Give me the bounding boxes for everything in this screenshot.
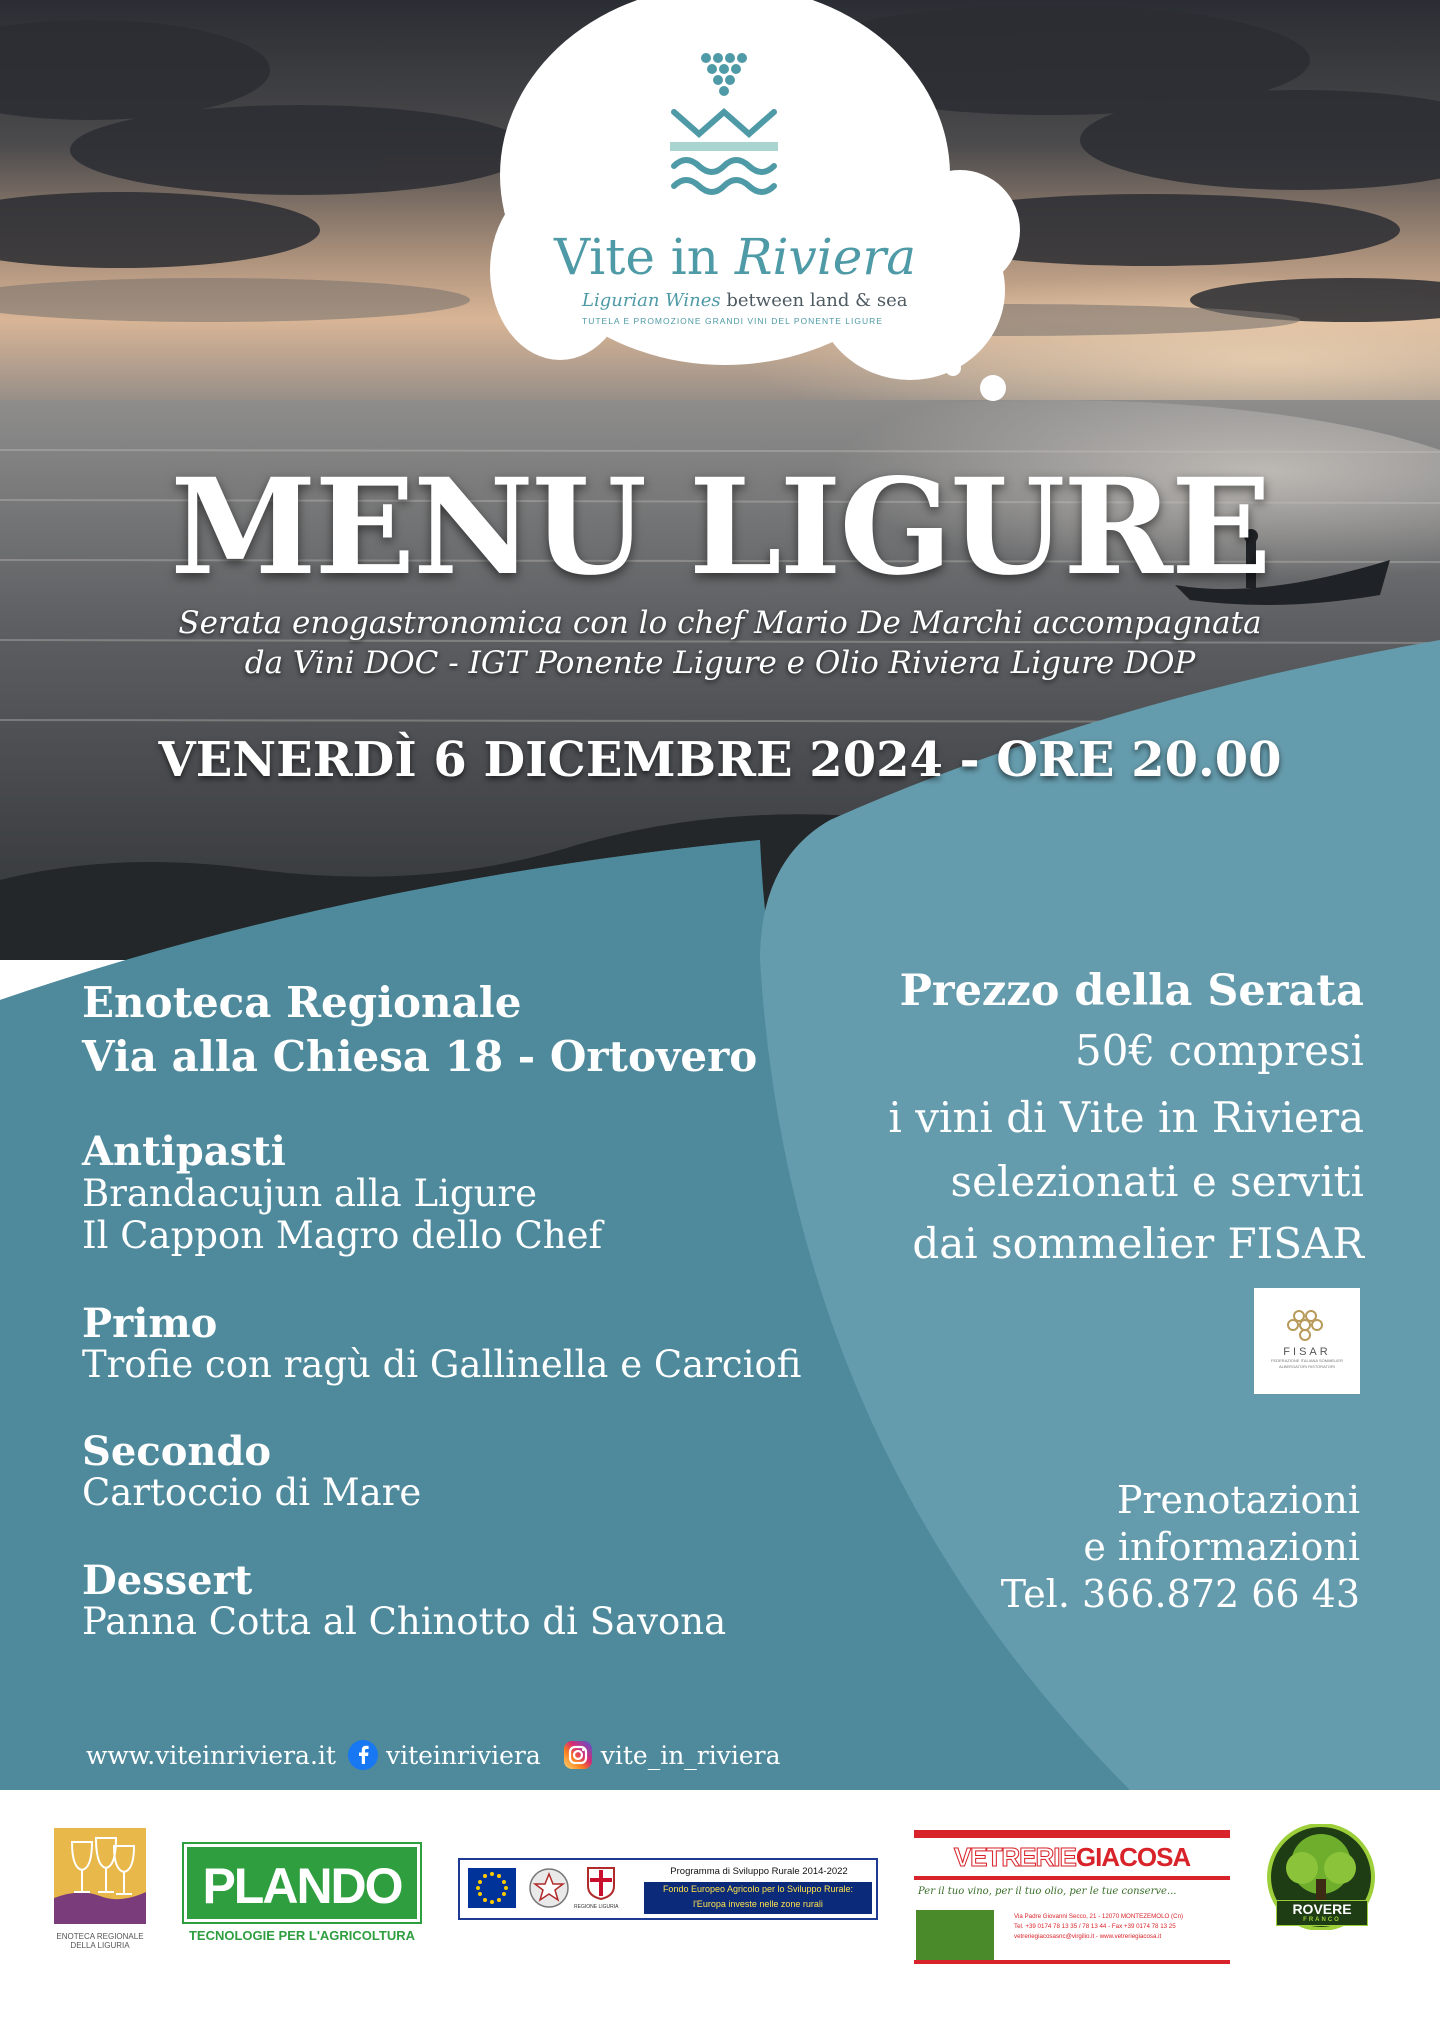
menu-primo-title: Primo xyxy=(82,1300,218,1347)
fisar-subline-2: ALBERGATORI RISTORATORI xyxy=(1278,1364,1336,1369)
brand-tagline-rest: between land & sea xyxy=(720,290,908,311)
venue-address: Via alla Chiesa 18 - Ortovero xyxy=(82,1032,758,1081)
giacosa-name-part1: VETRERIE xyxy=(953,1842,1076,1872)
facebook-icon[interactable] xyxy=(348,1740,378,1770)
menu-antipasti-item: Il Cappon Magro dello Chef xyxy=(82,1214,603,1257)
rovere-badge xyxy=(1276,1900,1368,1926)
price-line: 50€ compresi xyxy=(1075,1026,1364,1075)
liguria-crest-icon xyxy=(586,1866,616,1900)
giacosa-name xyxy=(914,1842,1230,1873)
rovere-franco-logo xyxy=(1262,1824,1380,1944)
italy-emblem-icon xyxy=(528,1866,570,1910)
plando-logo xyxy=(184,1844,420,1944)
price-line: i vini di Vite in Riviera xyxy=(888,1093,1364,1142)
price-title: Prezzo della Serata xyxy=(899,966,1364,1016)
giacosa-contacts: Tel. +39 0174 78 13 35 / 78 13 44 - Fax +39 0174 78 13 25 xyxy=(1014,1923,1176,1930)
menu-secondo-item: Cartoccio di Mare xyxy=(82,1471,422,1514)
brand-name-part1: Vite in xyxy=(554,228,719,286)
instagram-icon[interactable] xyxy=(563,1740,593,1770)
grape-icon xyxy=(1287,1308,1327,1342)
subtitle-line-1: Serata enogastronomica con lo chef Mario De Marchi accompagnata xyxy=(178,605,1262,641)
giacosa-address: Via Padre Giovanni Secco, 21 - 12070 MONTEZEMOLO (Cn) xyxy=(1014,1913,1184,1920)
giacosa-email: vetreriegiacosasnc@virgilio.it - www.vetreriegiacosa.it xyxy=(1014,1933,1162,1940)
psr-region: REGIONE LIGURIA xyxy=(574,1904,619,1910)
giacosa-name-part2: GIACOSA xyxy=(1075,1842,1191,1872)
psr-fund-line-2: l'Europa investe nelle zone rurali xyxy=(693,1899,823,1909)
booking-line: e informazioni xyxy=(1083,1525,1360,1569)
booking-line: Prenotazioni xyxy=(1116,1478,1360,1522)
website-link[interactable]: www.viteinriviera.it xyxy=(86,1740,336,1770)
psr-logo xyxy=(458,1858,878,1920)
venue-name: Enoteca Regionale xyxy=(82,978,522,1027)
event-subtitle xyxy=(100,603,1340,683)
brand-logo-icon xyxy=(664,48,784,198)
menu-antipasti-item: Brandacujun alla Ligure xyxy=(82,1172,538,1215)
subtitle-line-2: da Vini DOC - IGT Ponente Ligure e Olio Riviera Ligure DOP xyxy=(244,645,1196,681)
psr-program: Programma di Sviluppo Rurale 2014-2022 xyxy=(670,1866,848,1877)
brand-name-part2: Riviera xyxy=(734,228,917,286)
psr-fund-box xyxy=(644,1882,872,1914)
rovere-name: ROVERE xyxy=(1292,1901,1352,1917)
brand-tagline xyxy=(582,290,908,311)
event-date: VENERDÌ 6 DICEMBRE 2024 - ORE 20.00 xyxy=(158,732,1282,788)
plando-sub: TECNOLOGIE PER L'AGRICOLTURA xyxy=(188,1928,415,1943)
social-links xyxy=(86,1737,781,1773)
fisar-logo xyxy=(1254,1288,1360,1394)
booking-phone: Tel. 366.872 66 43 xyxy=(1000,1572,1360,1616)
brand-subline: TUTELA E PROMOZIONE GRANDI VINI DEL PONENTE LIGURE xyxy=(582,316,883,326)
fisar-subline-1: FEDERAZIONE ITALIANA SOMMELIER xyxy=(1271,1358,1343,1363)
instagram-link[interactable]: vite_in_riviera xyxy=(600,1740,781,1770)
wine-glasses-icon xyxy=(50,1828,150,1924)
fisar-name: FISAR xyxy=(1283,1346,1331,1358)
menu-dessert-item: Panna Cotta al Chinotto di Savona xyxy=(82,1600,727,1643)
enoteca-regionale-logo xyxy=(50,1828,150,1958)
psr-fund-line-1: Fondo Europeo Agricolo per lo Sviluppo Rurale: xyxy=(662,1884,854,1894)
brand-name xyxy=(554,228,916,286)
sponsor-footer xyxy=(0,1796,1440,2036)
menu-antipasti-title: Antipasti xyxy=(82,1128,286,1175)
menu-secondo-title: Secondo xyxy=(82,1428,272,1475)
vetrerie-giacosa-logo xyxy=(914,1830,1230,1966)
eu-flag-icon xyxy=(468,1868,516,1908)
price-line: dai sommelier FISAR xyxy=(912,1219,1364,1268)
giacosa-slogan: Per il tuo vino, per il tuo olio, per le tue conserve... xyxy=(918,1886,1177,1897)
giacosa-product-photo xyxy=(916,1910,994,1962)
menu-primo-item: Trofie con ragù di Gallinella e Carciofi xyxy=(82,1343,802,1386)
price-line: selezionati e serviti xyxy=(950,1157,1364,1206)
plando-name: PLANDO xyxy=(184,1844,420,1922)
enoteca-line-1: ENOTECA REGIONALE xyxy=(56,1932,144,1941)
facebook-link[interactable]: viteinriviera xyxy=(385,1740,541,1770)
rovere-sub: FRANCO xyxy=(1303,1917,1341,1923)
brand-tagline-italic: Ligurian Wines xyxy=(582,290,721,311)
page-title: MENU LIGURE xyxy=(170,450,1270,605)
enoteca-line-2: DELLA LIGURIA xyxy=(70,1941,130,1950)
menu-dessert-title: Dessert xyxy=(82,1557,253,1604)
giacosa-contact-block xyxy=(1014,1912,1228,1942)
